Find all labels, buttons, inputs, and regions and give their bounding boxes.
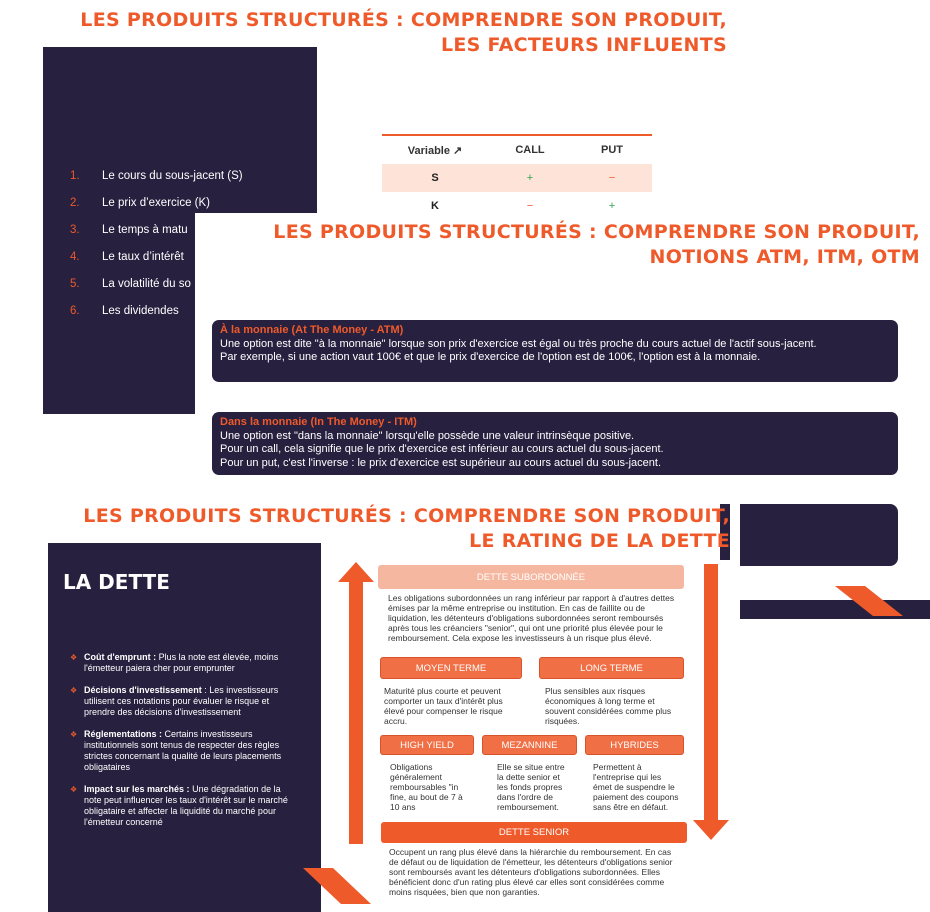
list-item: 3. Le temps à matu (70, 224, 188, 236)
diamond-icon: ❖ (70, 730, 78, 739)
dette-senior-box: DETTE SENIOR (381, 822, 687, 843)
bullet-cout-emprunt: ❖ Coût d'emprunt : Plus la note est élevée, moins l'émetteur paiera cher pour emprunter (70, 652, 279, 673)
dette-subordonnee-desc: Les obligations subordonnées un rang inférieur par rapport à d'autres dettes émises par la même entreprise ou institution. En cas de faillite ou de liquidation, les détenteurs d'obligations subordonnées seront remboursés après tous les créanciers "senior", qui ont une priorité plus élevée pour le remboursement. Cela expose les investisseurs à un risque plus élevé. (388, 593, 675, 643)
diamond-icon: ❖ (70, 686, 78, 695)
decor-orange-shape (835, 582, 907, 618)
diamond-icon: ❖ (70, 653, 78, 662)
table-row: S + − (382, 164, 652, 192)
high-yield-box: HIGH YIELD (380, 735, 474, 755)
slide2-title: LES PRODUITS STRUCTURÉS : COMPRENDRE SON PRODUIT, NOTIONS ATM, ITM, OTM (273, 221, 920, 268)
slide3-title: LES PRODUITS STRUCTURÉS : COMPRENDRE SON PRODUIT, LE RATING DE LA DETTE (83, 505, 730, 552)
list-item: 6. Les dividendes (70, 305, 179, 317)
list-item: 1. Le cours du sous-jacent (S) (70, 170, 243, 182)
atm-card: À la monnaie (At The Money - ATM) Une option est dite "à la monnaie" lorsque son prix d'exercice est égal ou très proche du cours actuel de l'actif sous-jacent. Par exemple, si une action vaut 100€ et que le prix d'exercice de l'option est de 100€, l'option est à la monnaie. (212, 320, 898, 382)
mezzanine-box: MEZANNINE (482, 735, 577, 755)
high-yield-desc: Obligations généralement remboursables "in fine, au bout de 7 à 10 ans (390, 762, 463, 812)
slide1-title: LES PRODUITS STRUCTURÉS : COMPRENDRE SON PRODUIT, LES FACTEURS INFLUENTS (80, 9, 727, 56)
dette-panel (48, 543, 321, 912)
long-terme-box: LONG TERME (539, 657, 684, 679)
table-header-row: Variable ↗ CALL PUT (407, 144, 623, 157)
list-item: 5. La volatilité du so (70, 278, 191, 290)
dette-senior-desc: Occupent un rang plus élevé dans la hiérarchie du remboursement. En cas de défaut ou de liquidation de l'émetteur, les détenteurs d'obligations senior sont remboursés avant les détenteurs d'obligations subordonnées. Elles bénéficient donc d'un rating plus élevé car elles sont considérées comme moins risquées, bien que non garanties. (389, 847, 673, 897)
right-axis-label: Niveau de priorité dans l'ordre des créanciers (705, 598, 717, 799)
diamond-icon: ❖ (70, 785, 78, 794)
sensitivity-table (382, 134, 652, 220)
dette-heading: LA DETTE (63, 570, 170, 594)
bullet-decisions: ❖ Décisions d'investissement : Les investisseurs utilisent ces notations pour évaluer le risque et prendre des décisions d'investissement (70, 685, 279, 717)
dette-subordonnee-box: DETTE SUBORDONNÉE (378, 565, 684, 589)
decor-orange-shape-bottom (303, 866, 373, 906)
mezzanine-desc: Elle se situe entre la dette senior et les fonds propres dans l'ordre de remboursement. (497, 762, 565, 812)
moyen-terme-desc: Maturité plus courte et peuvent comporter un taux d'intérêt plus élevé pour compenser le risque accru. (384, 686, 503, 726)
bullet-impact-marches: ❖ Impact sur les marchés : Une dégradation de la note peut influencer les taux d'intérêt sur le marché obligataire et affecter la liquidité du marché pour l'émetteur concerné (70, 784, 288, 827)
bullet-reglementations: ❖ Réglementations : Certains investisseurs institutionnels sont tenus de respecter des règles strictes concernant la qualité de leurs placements obligataires (70, 729, 282, 772)
list-item: 4. Le taux d’intérêt (70, 251, 184, 263)
hybrides-desc: Permettent à l'entreprise qui les émet de suspendre le paiement des coupons sans être en défaut. (593, 762, 679, 812)
long-terme-desc: Plus sensibles aux risques économiques à long terme et souvent considérées comme plus risquées. (545, 686, 672, 726)
left-axis-label: Niveau de rendement attendu (352, 657, 364, 803)
list-item: 2. Le prix d’exercice (K) (70, 197, 211, 209)
table-row: K − + (431, 200, 616, 212)
moyen-terme-box: MOYEN TERME (380, 657, 522, 679)
decor-navy-box (720, 504, 898, 566)
itm-card: Dans la monnaie (In The Money - ITM) Une option est "dans la monnaie" lorsqu'elle possède une valeur intrinsèque positive. Pour un call, cela signifie que le prix d'exercice est inférieur au cours actuel du sous-jacent. Pour un put, c'est l'inverse : le prix d'exercice est supérieur au cours actuel du sous-jacent. (212, 412, 898, 475)
hybrides-box: HYBRIDES (585, 735, 684, 755)
